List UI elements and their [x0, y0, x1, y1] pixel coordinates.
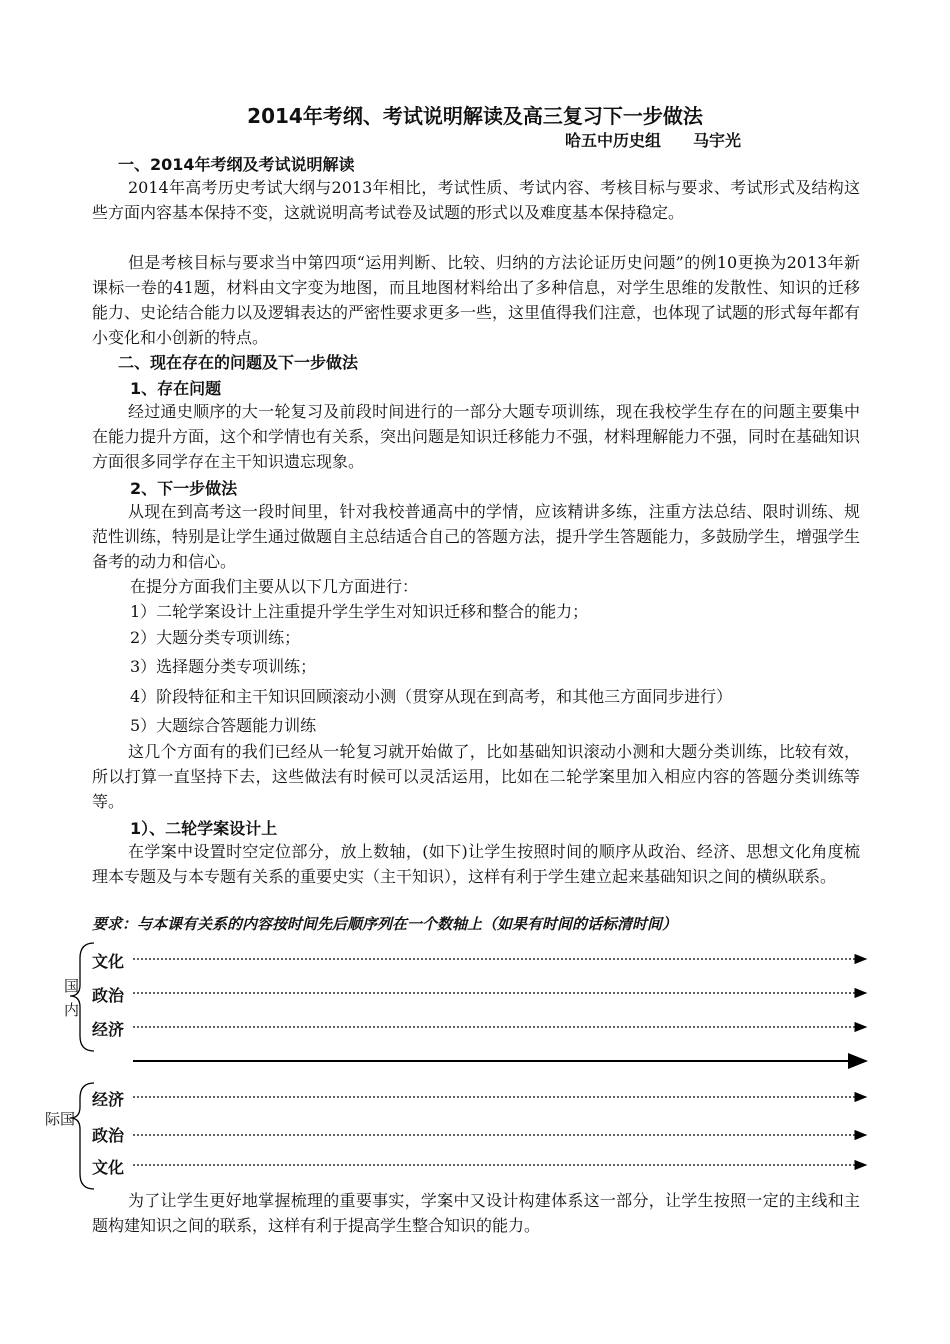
list-item: 2）大题分类专项训练； [130, 628, 301, 647]
domestic-group-label: 国内 [64, 977, 80, 1019]
timeline-row-label: 经济 [92, 1020, 125, 1039]
lesson-design-paragraph: 在学案中设置时空定位部分，放上数轴，(如下)让学生按照时间的顺序从政治、经济、思想文化角度梳理本专题及与本专题有关系的重要史实（主干知识），这样有利于学生建立起来基础知识之间的横纵联系。 [92, 842, 860, 886]
list-item: 4）阶段特征和主干知识回顾滚动小测（贯穿从现在到高考，和其他三方面同步进行） [130, 687, 733, 706]
methods-paragraph: 这几个方面有的我们已经从一轮复习就开始做了，比如基础知识滚动小测和大题分类训练，比较有效，所以打算一直坚持下去，这些做法有时候可以灵活运用，比如在二轮学案里加入相应内容的答题分类训练等等。 [92, 742, 860, 811]
section1-paragraph-2: 但是考核目标与要求当中第四项“运用判断、比较、归纳的方法论证历史问题”的例10更换为2013年新课标一卷的41题，材料由文字变为地图，而且地图材料给出了多种信息，对学生思维的发散性、知识的迁移能力、史论结合能力以及逻辑表达的严密性要求更多一些，这里值得我们注意，也体现了试题的形式每年都有小变化和小创新的特点。 [92, 253, 861, 347]
closing-paragraph: 为了让学生更好地掌握梳理的重要事实，学案中又设计构建体系这一部分，让学生按照一定的主线和主题构建知识之间的联系，这样有利于提高学生整合知识的能力。 [92, 1191, 860, 1235]
timeline-row-label: 经济 [92, 1090, 125, 1109]
list-item: 5）大题综合答题能力训练 [130, 716, 317, 735]
author-line: 哈五中历史组 马宇光 [565, 131, 742, 150]
timeline-row-label: 文化 [92, 952, 125, 971]
subheading-problems: 1、存在问题 [130, 379, 222, 398]
improvement-intro: 在提分方面我们主要从以下几方面进行： [130, 577, 419, 596]
timeline-row-label: 政治 [92, 1126, 125, 1145]
subheading-next-steps: 2、下一步做法 [130, 479, 238, 498]
list-item: 1）二轮学案设计上注重提升学生学生对知识迁移和整合的能力； [130, 602, 589, 621]
subheading-lesson-design: 1）、二轮学案设计上 [130, 819, 278, 838]
international-group-label: 际国 [45, 1110, 76, 1128]
problems-paragraph: 经过通史顺序的大一轮复习及前段时间进行的一部分大题专项训练，现在我校学生存在的问题主要集中在能力提升方面，这个和学情也有关系，突出问题是知识迁移能力不强，材料理解能力不强，同时在基础知识方面很多同学存在主干知识遗忘现象。 [92, 402, 861, 471]
list-item: 3）选择题分类专项训练； [130, 657, 317, 676]
section2-heading: 二、现在存在的问题及下一步做法 [118, 353, 359, 372]
page-title: 2014年考纲、考试说明解读及高三复习下一步做法 [247, 104, 703, 128]
timeline-row-label: 文化 [92, 1158, 125, 1177]
timeline-row-label: 政治 [92, 986, 125, 1005]
section1-heading: 一、2014年考纲及考试说明解读 [118, 155, 355, 174]
next-steps-paragraph: 从现在到高考这一段时间里，针对我校普通高中的学情，应该精讲多练，注重方法总结、限时训练、规范性训练，特别是让学生通过做题自主总结适合自己的答题方法，提升学生答题能力，多鼓励学生，增强学生备考的动力和信心。 [92, 502, 861, 571]
international-brace [70, 1083, 94, 1189]
requirement-note: 要求：与本课有关系的内容按时间先后顺序列在一个数轴上（如果有时间的话标清时间） [92, 915, 678, 933]
section1-paragraph-1: 2014年高考历史考试大纲与2013年相比，考试性质、考试内容、考核目标与要求、考试形式及结构这些方面内容基本保持不变，这就说明高考试卷及试题的形式以及难度基本保持稳定。 [92, 178, 860, 222]
